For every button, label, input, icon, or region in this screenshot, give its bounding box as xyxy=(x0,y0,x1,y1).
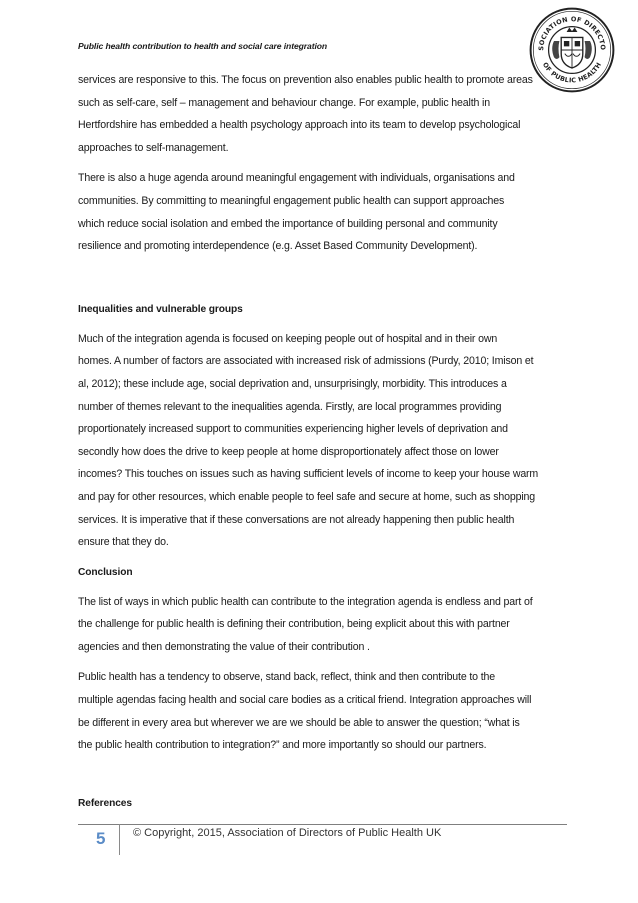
text-line: such as self-care, self – management and behaviour change. For example, public health in xyxy=(78,96,490,109)
text-line: services are responsive to this. The focus on prevention also enables public health to promote areas xyxy=(78,74,533,86)
running-header: Public health contribution to health and social care integration xyxy=(78,41,328,51)
text-line: Much of the integration agenda is focused on keeping people out of hospital and in their own xyxy=(78,332,498,345)
text-line: the public health contribution to integration?” and more importantly so should our partners. xyxy=(78,739,487,752)
text-line: multiple agendas facing health and social care bodies as a critical friend. Integration approaches will xyxy=(78,694,532,707)
copyright-notice: © Copyright, 2015, Association of Directors of Public Health UK xyxy=(133,827,442,839)
paragraph-inequalities xyxy=(78,328,573,554)
paragraph-prevention xyxy=(78,69,573,159)
text-line: Public health has a tendency to observe, stand back, reflect, think and then contribute to the xyxy=(78,671,495,684)
text-line: services. It is imperative that if these conversations are not already happening then public health xyxy=(78,513,515,526)
page-number-divider xyxy=(119,824,120,855)
text-line: the challenge for public health is defining their contribution, being explicit about this with partner xyxy=(78,618,510,631)
text-line: agencies and then demonstrating the value of their contribution . xyxy=(78,640,370,653)
text-line: and pay for other resources, which enable people to feel safe and secure at home, such as shopping xyxy=(78,490,536,503)
svg-text:OF PUBLIC HEALTH: OF PUBLIC HEALTH xyxy=(540,60,604,85)
text-line: proportionately increased support to communities experiencing higher levels of deprivation and xyxy=(78,423,508,436)
text-line: ensure that they do. xyxy=(78,536,169,549)
text-line: communities. By committing to meaningful engagement public health can support approaches xyxy=(78,194,505,207)
heading-references: References xyxy=(78,797,132,809)
text-line: which reduce social isolation and embed the importance of building personal and community xyxy=(78,217,498,230)
text-line: There is also a huge agenda around meaningful engagement with individuals, organisations and xyxy=(78,172,515,185)
text-line: al, 2012); these include age, social deprivation and, unsurprisingly, morbidity. This introduces a xyxy=(78,377,507,390)
heading-inequalities: Inequalities and vulnerable groups xyxy=(78,303,243,315)
text-line: incomes? This touches on issues such as having sufficient levels of income to keep your house warm xyxy=(78,468,539,481)
text-line: number of themes relevant to the inequalities agenda. Firstly, are local programmes providing xyxy=(78,400,502,413)
text-line: resilience and promoting interdependence (e.g. Asset Based Community Development). xyxy=(78,240,478,253)
paragraph-conclusion-2 xyxy=(78,666,573,756)
footer-divider xyxy=(78,824,567,825)
svg-text:ASSOCIATION OF DIRECTORS: SOCIATION OF DIRECTO xyxy=(537,15,607,51)
text-line: approaches to self-management. xyxy=(78,141,229,154)
page-number: 5 xyxy=(96,829,106,848)
text-line: homes. A number of factors are associated with increased risk of admissions (Purdy, 2010; Imison et xyxy=(78,355,534,368)
text-line: Hertfordshire has embedded a health psychology approach into its team to develop psychological xyxy=(78,119,521,132)
paragraph-conclusion-1 xyxy=(78,591,573,659)
text-line: secondly how does the drive to keep people at home disproportionately affect those on lower xyxy=(78,445,499,458)
paragraph-engagement xyxy=(78,167,573,257)
text-line: The list of ways in which public health can contribute to the integration agenda is endless and part of xyxy=(78,595,533,608)
text-line: be different in every area but wherever we are we should be able to answer the question; “what is xyxy=(78,716,520,729)
page-body xyxy=(78,69,573,815)
heading-conclusion: Conclusion xyxy=(78,566,133,578)
